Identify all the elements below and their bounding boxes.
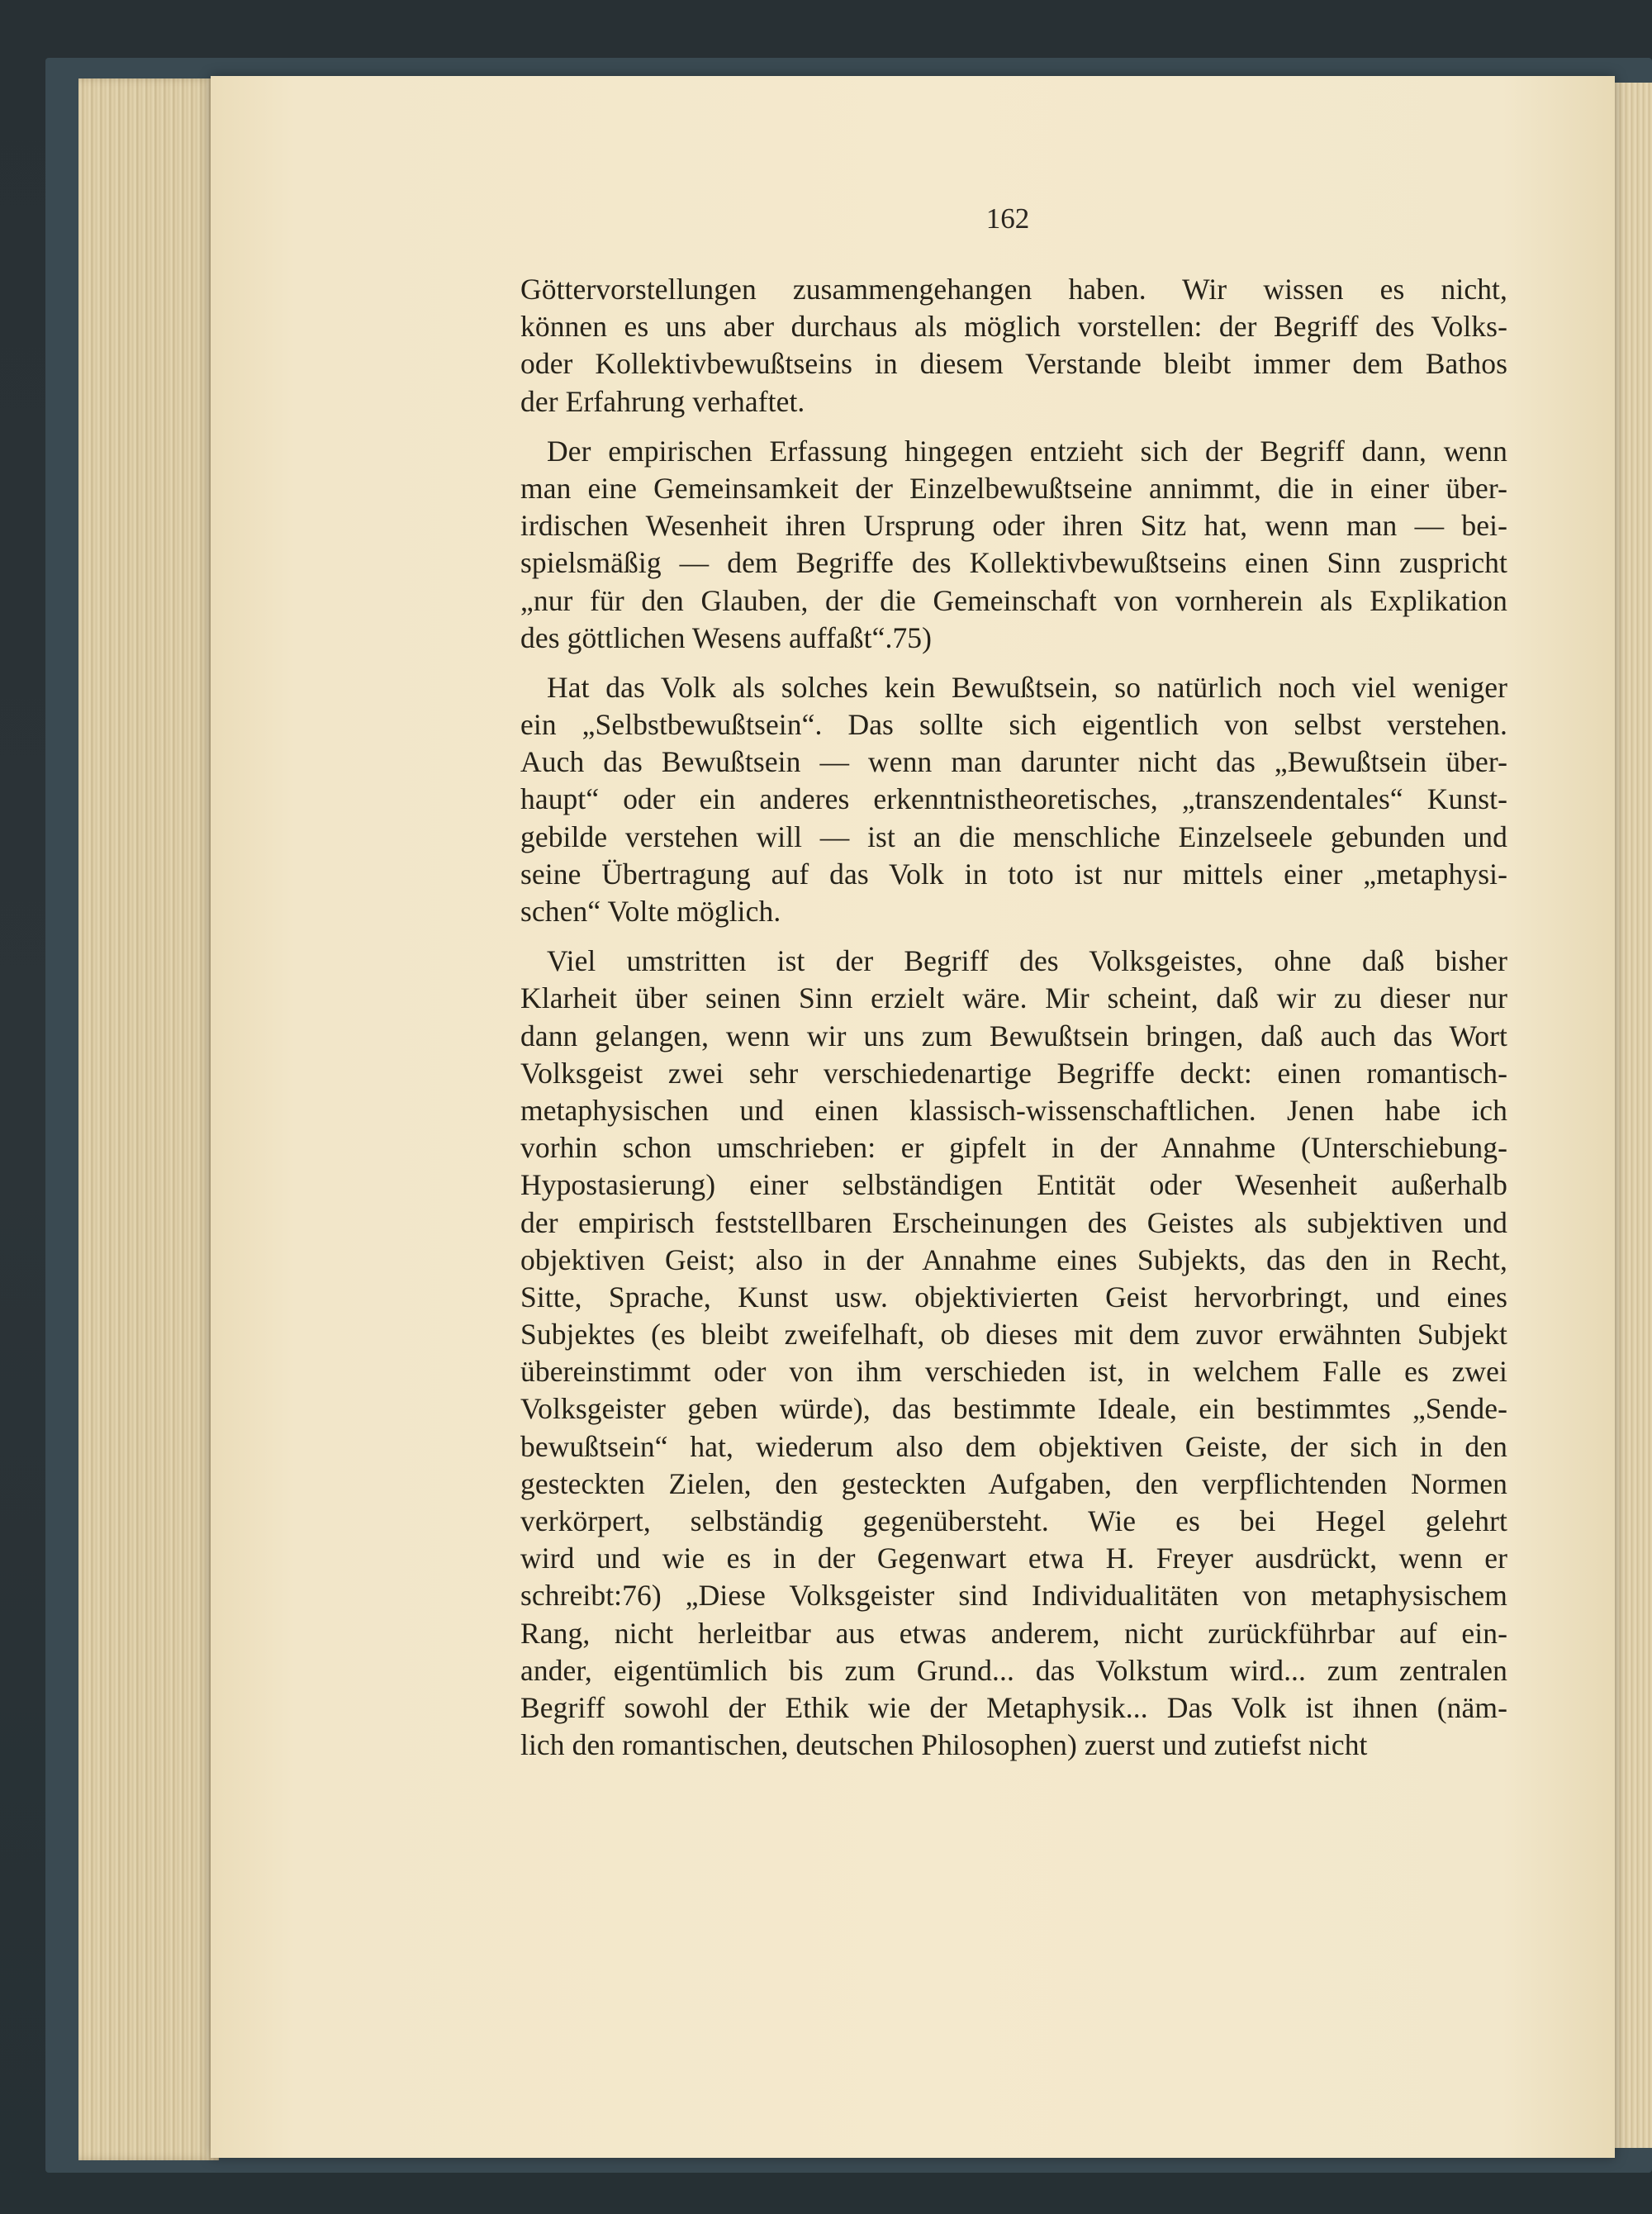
text-line: ein „Selbstbewußtsein“. Das sollte sich eigentlich von selbst verstehen. [520,708,1507,742]
text-line: übereinstimmt oder von ihm verschieden ist, in welchem Falle es zwei [520,1355,1507,1389]
text-line: Rang, nicht herleitbar aus etwas anderem, nicht zurückführbar auf ein- [520,1616,1507,1650]
text-line: Subjektes (es bleibt zweifelhaft, ob dieses mit dem zuvor erwähnten Subjekt [520,1318,1507,1352]
paragraph [520,271,1507,420]
text-line: ander, eigentümlich bis zum Grund... das Volkstum wird... zum zentralen [520,1653,1507,1687]
text-line: gesteckten Zielen, den gesteckten Aufgaben, den verpflichtenden Normen [520,1466,1507,1500]
text-line: können es uns aber durchaus als möglich vorstellen: der Begriff des Volks- [520,310,1507,344]
text-line: Hypostasierung) einer selbständigen Entität oder Wesenheit außerhalb [520,1168,1507,1202]
text-line: spielsmäßig — dem Begriffe des Kollektivbewußtseins einen Sinn zuspricht [520,546,1507,580]
text-line: objektiven Geist; also in der Annahme eines Subjekts, das den in Recht, [520,1242,1507,1276]
text-line: seine Übertragung auf das Volk in toto ist nur mittels einer „metaphysi- [520,857,1507,891]
page-edges-left [78,78,219,2160]
text-line: schreibt:76) „Diese Volksgeister sind Individualitäten von metaphysischem [520,1579,1507,1613]
body-text [520,271,1507,1776]
text-line: bewußtsein“ hat, wiederum also dem objektiven Geiste, der sich in den [520,1429,1507,1463]
text-line: Volksgeist zwei sehr verschiedenartige Begriffe deckt: einen romantisch- [520,1056,1507,1090]
text-line: Begriff sowohl der Ethik wie der Metaphysik... Das Volk ist ihnen (näm- [520,1690,1507,1724]
text-line: irdischen Wesenheit ihren Ursprung oder ihren Sitz hat, wenn man — bei- [520,509,1507,543]
text-line: Hat das Volk als solches kein Bewußtsein, so natürlich noch viel weniger [547,670,1507,704]
text-line: schen“ Volte möglich. [520,895,781,928]
text-line: Klarheit über seinen Sinn erzielt wäre. Mir scheint, daß wir zu dieser nur [520,981,1507,1015]
paragraph [520,669,1507,930]
text-line: metaphysischen und einen klassisch-wissenschaftlichen. Jenen habe ich [520,1093,1507,1127]
text-line: der empirisch feststellbaren Erscheinungen des Geistes als subjektiven und [520,1205,1507,1239]
text-line: verkörpert, selbständig gegenübersteht. Wie es bei Hegel gelehrt [520,1504,1507,1537]
text-line: dann gelangen, wenn wir uns zum Bewußtsein bringen, daß auch das Wort [520,1019,1507,1052]
text-line: oder Kollektivbewußtseins in diesem Verstande bleibt immer dem Bathos [520,347,1507,381]
text-line: wird und wie es in der Gegenwart etwa H. Freyer ausdrückt, wenn er [520,1542,1507,1575]
text-line: Sitte, Sprache, Kunst usw. objektivierten Geist hervorbringt, und eines [520,1280,1507,1314]
text-line: der Erfahrung verhaftet. [520,384,805,418]
text-line: gebilde verstehen will — ist an die menschliche Einzelseele gebunden und [520,820,1507,853]
paragraph [520,433,1507,657]
paragraph [520,943,1507,1764]
text-line: man eine Gemeinsamkeit der Einzelbewußtseine annimmt, die in einer über- [520,471,1507,505]
text-line: vorhin schon umschrieben: er gipfelt in der Annahme (Unterschiebung- [520,1131,1507,1165]
text-line: des göttlichen Wesens auffaßt“.75) [520,620,933,654]
text-line: Volksgeister geben würde), das bestimmte Ideale, ein bestimmtes „Sende- [520,1392,1507,1426]
text-line: haupt“ oder ein anderes erkenntnistheoretisches, „transzendentales“ Kunst- [520,782,1507,816]
page-edges-right [1615,83,1652,2148]
text-line: „nur für den Glauben, der die Gemeinschaft von vornherein als Explikation [520,583,1507,617]
page-number: 162 [985,202,1030,235]
text-line: lich den romantischen, deutschen Philosophen) zuerst und zutiefst nicht [520,1728,1368,1762]
text-line: Göttervorstellungen zusammengehangen haben. Wir wissen es nicht, [520,273,1507,306]
text-line: Auch das Bewußtsein — wenn man darunter nicht das „Bewußtsein über- [520,745,1507,779]
text-line: Viel umstritten ist der Begriff des Volksgeistes, ohne daß bisher [547,944,1507,978]
text-line: Der empirischen Erfassung hingegen entzieht sich der Begriff dann, wenn [547,434,1507,468]
